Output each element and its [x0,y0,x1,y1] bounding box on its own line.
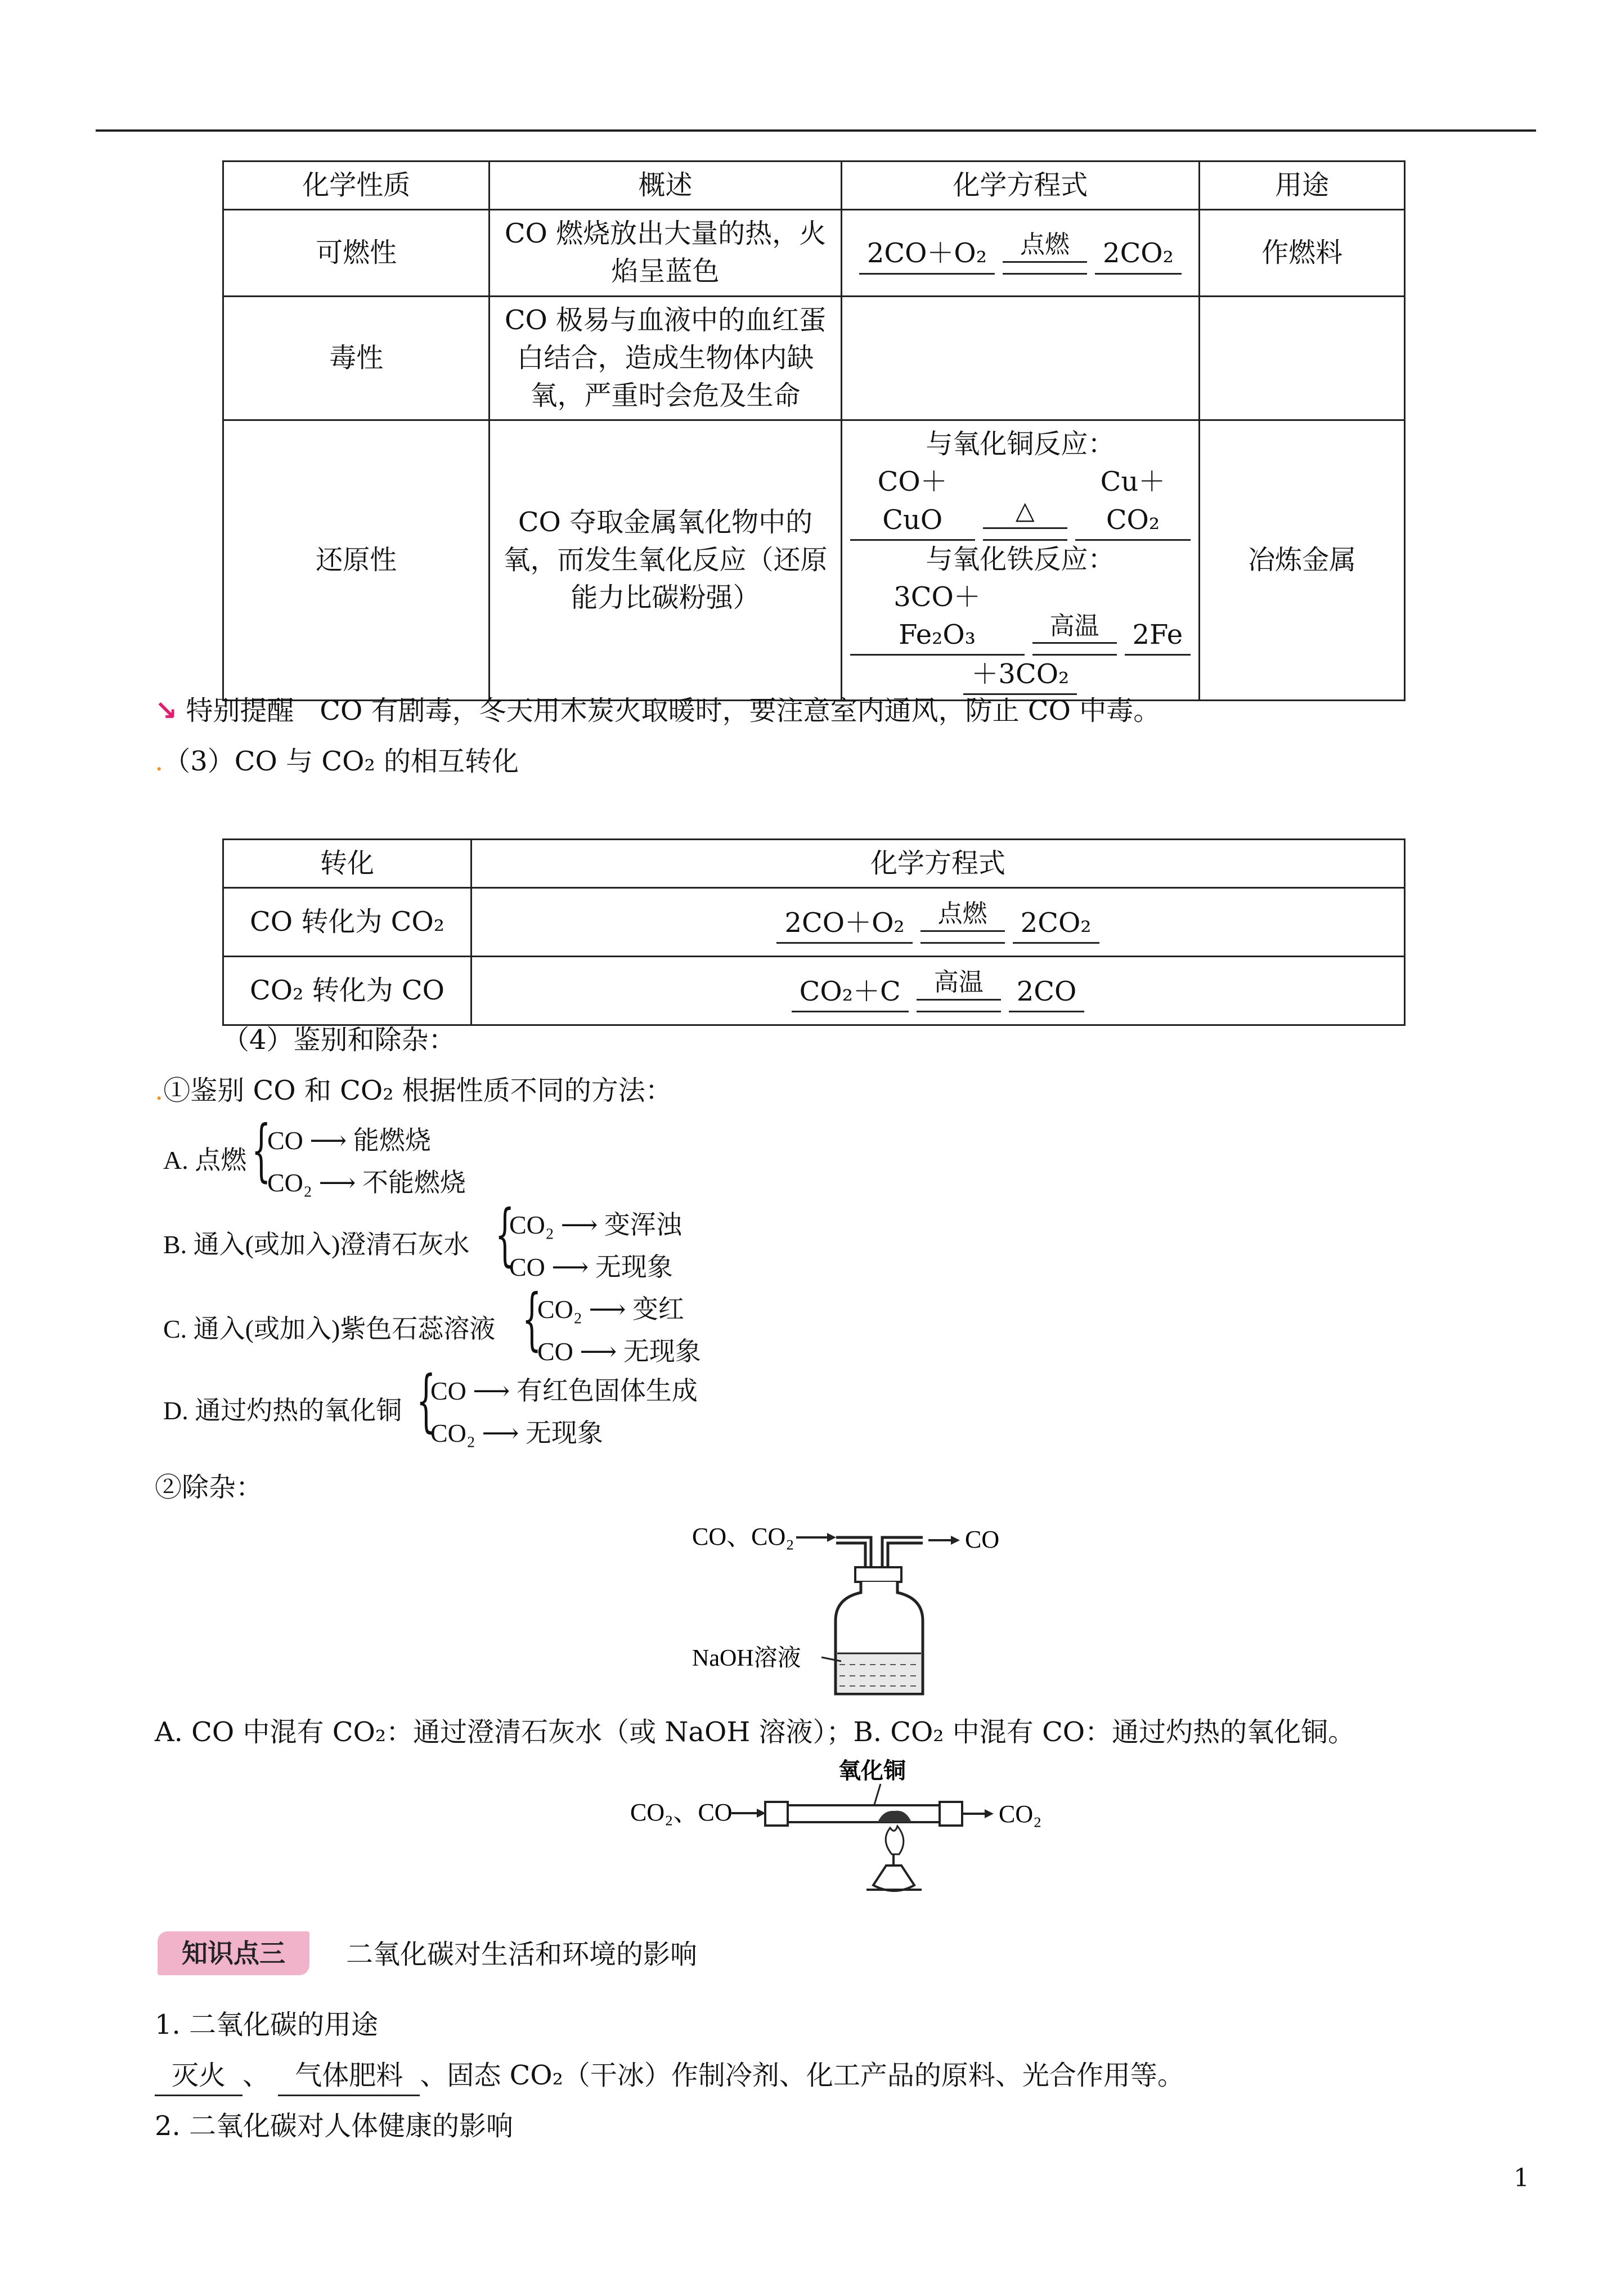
cell-use: 作燃料 [1200,210,1405,296]
table-row [223,296,1405,420]
table-row [223,210,1405,296]
brace-icon: { [252,1111,271,1190]
eq-right: 2CO [1009,973,1085,1012]
arrow-icon: ↘ [155,695,178,727]
page-number: 1 [1514,2164,1529,2192]
eq-right: Cu＋CO₂ [1075,463,1191,540]
section-4-title: （4）鉴别和除杂： [222,1024,456,1056]
heated-copper-oxide-figure [630,1756,1058,1902]
method-c-line1: CO₂ ⟶ 变红 [537,1295,684,1324]
col-header-use: 用途 [1200,162,1405,210]
co-properties-table [222,160,1406,701]
cell-conversion: CO 转化为 CO₂ [223,888,472,957]
health-title: 2. 二氧化碳对人体健康的影响 [155,2110,514,2142]
eq-left: CO＋CuO [850,463,975,540]
uses-title: 1. 二氧化碳的用途 [155,2009,379,2041]
cell-equation [841,420,1200,701]
brace-icon: { [416,1362,436,1440]
method-d-line1: CO ⟶ 有红色固体生成 [430,1376,698,1405]
section-3-title: .（3）CO 与 CO₂ 的相互转化 [155,746,519,777]
cell-property: 毒性 [223,296,490,420]
purify-title: ②除杂： [155,1472,263,1503]
reminder-text: CO 有剧毒，冬天用木炭火取暖时，要注意室内通风，防止 CO 中毒。 [320,695,1161,727]
answer-blank: 灭火 [155,2057,243,2096]
knowledge-point-badge: 知识点三 [158,1931,309,1975]
eq-condition: 点燃 [920,900,1005,943]
method-b-line1: CO₂ ⟶ 变浑浊 [509,1210,682,1239]
fig2-in-label: CO₂、CO [630,1799,733,1826]
eq-right-cont: ＋3CO₂ [963,656,1077,695]
co-conversion-table [222,838,1406,1026]
eq-condition: 点燃 [1003,231,1087,274]
eq-condition: △ [983,497,1067,540]
fig1-liquid-label: NaOH溶液 [692,1645,801,1671]
knowledge-point-title: 二氧化碳对生活和环境的影响 [346,1939,698,1970]
cell-conversion: CO₂ 转化为 CO [223,957,472,1025]
special-reminder [155,692,1160,730]
fig1-in-label: CO、CO₂ [692,1523,794,1550]
method-d-label: D. 通过灼热的氧化铜 [163,1396,402,1425]
cell-use: 冶炼金属 [1200,420,1405,701]
cell-equation [841,296,1200,420]
table-row [223,957,1405,1025]
cell-equation [472,888,1405,957]
cell-property: 还原性 [223,420,490,701]
reminder-label: 特别提醒 [186,695,294,727]
method-d-line2: CO₂ ⟶ 无现象 [430,1419,603,1447]
fig1-out-label: CO [965,1526,1000,1553]
equation [850,463,1191,540]
eq-left: CO₂＋C [792,973,909,1012]
fig2-out-label: CO₂ [999,1800,1042,1828]
header-rule [96,129,1536,132]
equation [792,969,1085,1012]
col-header-property: 化学性质 [223,162,490,210]
col-header-conversion: 转化 [223,840,472,888]
cell-desc: CO 极易与血液中的血红蛋白结合，造成生物体内缺氧，严重时会危及生命 [490,296,841,420]
table-row [223,420,1405,701]
eq-right: 2CO₂ [1013,904,1099,944]
cell-use [1200,296,1405,420]
purify-text: A. CO 中混有 CO₂：通过澄清石灰水（或 NaOH 溶液）；B. CO₂ 中混有 CO：通过灼热的氧化铜。 [155,1716,1355,1748]
method-a-line2: CO₂ ⟶ 不能燃烧 [267,1168,466,1197]
method-b-label: B. 通入(或加入)澄清石灰水 [163,1230,470,1259]
eq-condition: 高温 [917,969,1001,1012]
cell-property: 可燃性 [223,210,490,296]
eq-right: 2Fe [1125,616,1191,656]
cell-desc: CO 夺取金属氧化物中的氧，而发生氧化反应（还原能力比碳粉强） [490,420,841,701]
cell-equation [841,210,1200,296]
cell-desc: CO 燃烧放出大量的热，火焰呈蓝色 [490,210,841,296]
eq-left: 2CO＋O₂ [859,235,995,274]
method-b-line2: CO ⟶ 无现象 [509,1253,673,1281]
bullet-dot-icon: . [155,1075,164,1106]
gas-washing-bottle-figure [692,1514,1041,1705]
col-header-desc: 概述 [490,162,841,210]
eq-left: 3CO＋Fe₂O₃ [850,579,1025,656]
uses-line: 灭火 、 气体肥料 、固态 CO₂（干冰）作制冷剂、化工产品的原料、光合作用等。 [155,2057,1184,2096]
col-header-equation: 化学方程式 [472,840,1405,888]
equation [850,579,1191,656]
equation [859,231,1182,274]
fig2-label: 氧化铜 [838,1758,906,1783]
eq-condition: 高温 [1032,613,1117,656]
identify-title: .①鉴别 CO 和 CO₂ 根据性质不同的方法： [155,1075,672,1106]
eq-right: 2CO₂ [1095,235,1182,274]
brace-icon: { [522,1280,542,1358]
method-a-label: A. 点燃 [163,1146,247,1174]
cell-equation [472,957,1405,1025]
table-row [223,888,1405,957]
answer-blank: 气体肥料 [278,2057,420,2096]
method-c-label: C. 通入(或加入)紫色石蕊溶液 [163,1315,496,1343]
eq2-title: 与氧化铁反应： [926,543,1115,575]
eq-left: 2CO＋O₂ [776,904,912,944]
equation [776,900,1099,943]
col-header-equation: 化学方程式 [841,162,1200,210]
method-a-line1: CO ⟶ 能燃烧 [267,1126,431,1155]
bullet-dot-icon: . [155,746,164,777]
method-c-line2: CO ⟶ 无现象 [537,1337,701,1366]
brace-icon: { [495,1196,515,1274]
eq1-title: 与氧化铜反应： [926,428,1115,460]
uses-rest: 、固态 CO₂（干冰）作制冷剂、化工产品的原料、光合作用等。 [420,2060,1184,2091]
